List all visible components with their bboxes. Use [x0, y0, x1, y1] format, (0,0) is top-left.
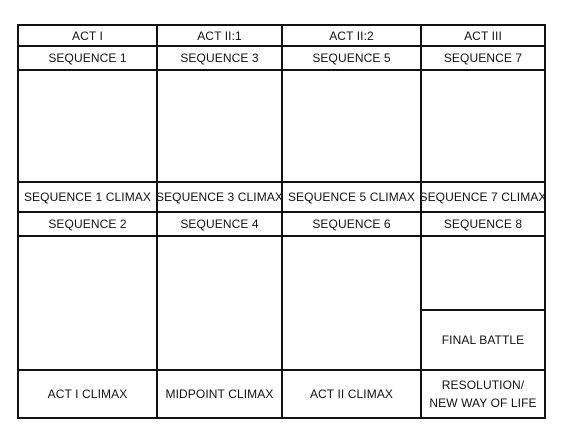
sequence-label: SEQUENCE 1	[48, 51, 127, 65]
sequence-label: SEQUENCE 3	[180, 51, 259, 65]
act-climax-label: ACT I CLIMAX	[47, 387, 128, 401]
sequence-climax-label: SEQUENCE 3 CLIMAX	[155, 190, 284, 204]
act-header: ACT III	[464, 28, 502, 43]
story-sequence-grid	[17, 24, 546, 419]
sequence-content-cell	[421, 70, 545, 182]
sequence-label: SEQUENCE 4	[180, 217, 259, 231]
resolution-line-1: RESOLUTION/	[441, 378, 525, 392]
sequence-content-cell	[18, 70, 157, 182]
sequence-content-cell	[157, 236, 282, 370]
midpoint-climax-label: MIDPOINT CLIMAX	[165, 387, 274, 401]
sequence-content-cell	[421, 236, 545, 310]
act-header: ACT I	[72, 28, 103, 43]
act-header: ACT II:2	[329, 28, 374, 43]
final-battle-label: FINAL BATTLE	[441, 333, 525, 347]
sequence-label: SEQUENCE 8	[443, 217, 523, 231]
sequence-label: SEQUENCE 2	[48, 217, 127, 231]
sequence-label: SEQUENCE 6	[312, 217, 391, 231]
sequence-label: SEQUENCE 5	[312, 51, 391, 65]
resolution-line-2: NEW WAY OF LIFE	[429, 396, 537, 410]
sequence-content-cell	[282, 70, 421, 182]
sequence-label: SEQUENCE 7	[443, 51, 523, 65]
sequence-climax-label: SEQUENCE 1 CLIMAX	[23, 190, 152, 204]
sequence-content-cell	[157, 70, 282, 182]
sequence-climax-label: SEQUENCE 5 CLIMAX	[287, 190, 416, 204]
sequence-climax-label: SEQUENCE 7 CLIMAX	[419, 190, 547, 204]
act-climax-label: ACT II CLIMAX	[309, 387, 394, 401]
sequence-content-cell	[282, 236, 421, 370]
sequence-content-cell	[18, 236, 157, 370]
act-header: ACT II:1	[197, 28, 242, 43]
resolution-label	[421, 370, 545, 418]
